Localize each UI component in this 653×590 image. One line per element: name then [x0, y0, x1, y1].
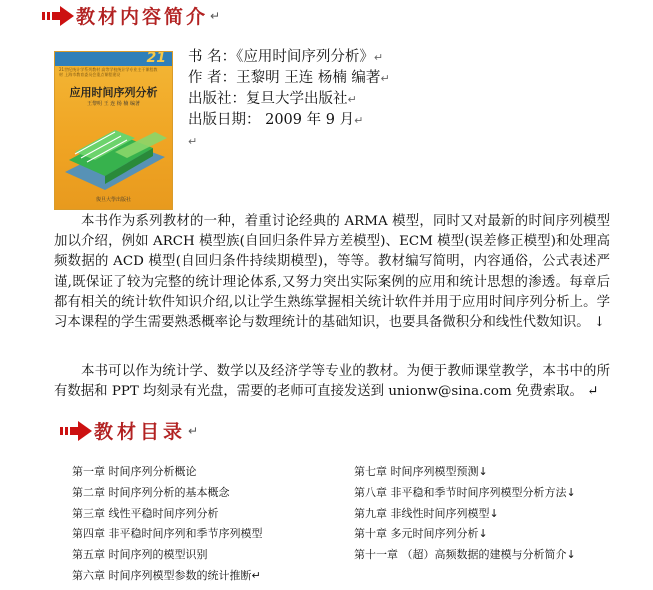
- section-heading-intro: [42, 2, 220, 29]
- book-date-line: 出版日期： 2009 年 9 月↵: [188, 112, 364, 128]
- blank-line: ↵: [188, 135, 198, 148]
- toc-item: 第五章 时间序列的模型识别: [72, 548, 208, 562]
- section-title: 教材目录: [94, 421, 187, 443]
- cover-graphic: [55, 112, 172, 192]
- book-cover-image: [54, 51, 173, 210]
- toc-item: 第八章 非平稳和季节时间序列模型分析方法↓: [354, 485, 576, 499]
- book-info: [188, 47, 390, 152]
- intro-paragraph-1: 本书作为系列教材的一种，着重讨论经典的 ARMA 模型，同时又对最新的时间序列模型加以介绍，例如 ARCH 模型族(自回归条件异方差模型)、ECM 模型(误差修正模型)和处理高频数据的 ACD 模型(自回归条件持续期模型)，等等。教材编写简明，内容通俗，公式表述严谨,既保证了较为完整的统计理论体系,又努力突出实际案例的应用和统计思想的渗透。每章后都有相关的统计软件知识介绍,以让学生熟练掌握相关统计软件并用于应用时间序列分析上。学习本课程的学生需要熟悉概率论与数理统计的基础知识，也要具备微积分和线性代数知识。 ↓: [54, 214, 610, 331]
- red-arrow-icon: [60, 420, 94, 442]
- cover-authors: 王黎明 王 连 杨 楠 编著: [87, 101, 140, 107]
- toc-item: 第九章 非线性时间序列模型↓: [354, 506, 499, 520]
- cover-series-text: 21世纪统计学系列教材 高等学校统计学专业主干课程教材 上海市教育委员会重点课程建设: [59, 67, 158, 77]
- toc-item: 第十一章 （超）高频数据的建模与分析简介↓: [354, 548, 576, 562]
- toc-item: 第七章 时间序列模型预测↓: [354, 465, 488, 478]
- toc-item: 第十章 多元时间序列分析↓: [354, 527, 488, 541]
- cover-top-band: [55, 52, 172, 66]
- toc-item: 第四章 非平稳时间序列和季节序列模型: [72, 527, 263, 541]
- return-mark: ↵: [188, 423, 199, 438]
- toc-column-right: [354, 462, 576, 566]
- toc-item: 第一章 时间序列分析概论: [72, 465, 197, 478]
- cover-series-number: 21: [146, 51, 166, 66]
- book-title-line: 书 名：《应用时间序列分析》↵: [188, 49, 384, 65]
- return-mark: ↵: [210, 8, 221, 23]
- red-arrow-icon: [42, 5, 76, 27]
- section-title: 教材内容简介: [76, 6, 209, 28]
- book-author-line: 作 者：王黎明 王连 杨楠 编著↵: [188, 70, 390, 86]
- toc-column-left: [72, 462, 263, 587]
- toc-item: 第二章 时间序列分析的基本概念: [72, 485, 230, 499]
- book-publisher-line: 出版社：复旦大学出版社↵: [188, 91, 357, 107]
- intro-paragraph-2: 本书可以作为统计学、数学以及经济学等专业的教材。为便于教师课堂教学，本书中的所有数据和 PPT 均刻录有光盘，需要的老师可直接发送到 unionw@sina.com 免费索取。 ↵: [54, 364, 610, 400]
- cover-title: 应用时间序列分析: [69, 86, 158, 99]
- toc-item: 第六章 时间序列模型参数的统计推断↵: [72, 568, 261, 582]
- toc-item: 第三章 线性平稳时间序列分析: [72, 506, 219, 520]
- section-heading-toc: [60, 417, 198, 444]
- cover-publisher: 復旦大學出版社: [95, 197, 131, 203]
